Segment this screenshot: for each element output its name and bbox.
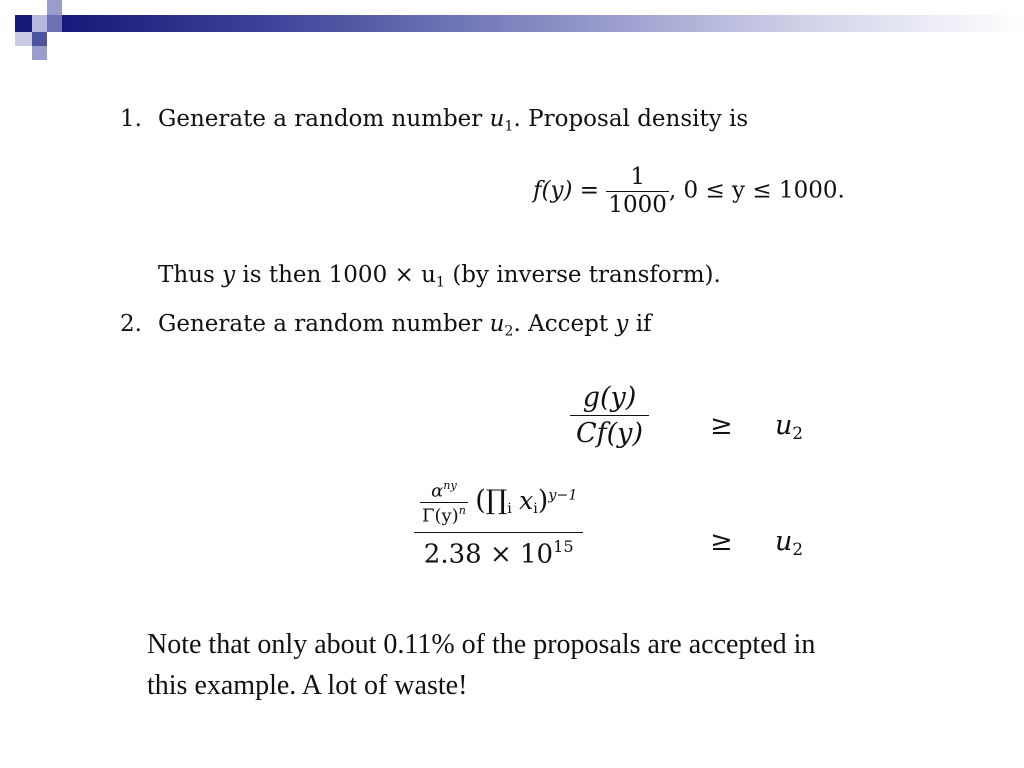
fraction-expanded: $\frac{\alpha^{ny}}{\Gamma(y)^n}$ ($\prod_i$ $x_i)^{y-1}$ $2.38 \times 10^{15}$ xyxy=(414,480,583,567)
header-square-light-2 xyxy=(15,32,32,46)
equation-proposal-density: f(y) = $\frac{1}{1000}$ , 0 ≤ y ≤ 1000. xyxy=(533,164,845,218)
header-square-mid-2 xyxy=(47,15,62,32)
step-1-number: 1. xyxy=(120,106,142,132)
inequality-1-rhs: $u_2$ xyxy=(775,410,804,444)
header-square-mid-3 xyxy=(32,32,47,46)
header-square-light-3 xyxy=(32,46,47,60)
step-2-number: 2. xyxy=(120,311,142,337)
note-text: Note that only about 0.11% of the proposals are accepted in this example. A lot of waste! xyxy=(147,629,816,701)
inequality-1-operator: ≥ xyxy=(710,410,733,441)
header-square-mid xyxy=(47,0,62,15)
inequality-2-operator: ≥ xyxy=(710,526,733,557)
fraction-alpha-over-gamma: $\frac{\alpha^{ny}}{\Gamma(y)^n}$ xyxy=(422,479,466,527)
inequality-acceptance xyxy=(570,384,649,447)
inequality-2-rhs: $u_2$ xyxy=(775,526,804,560)
inequality-expanded xyxy=(414,480,583,567)
fraction-1-over-1000: $\frac{1}{1000}$ xyxy=(608,164,667,218)
fraction-g-over-cf: $\frac{g(y)}{Cf(y)}$ xyxy=(570,384,649,447)
header-square-light xyxy=(32,15,47,32)
thus-line: Thus y is then $1000 \times u_1$ (by inverse transform). xyxy=(158,262,721,291)
header-square-dark xyxy=(15,15,32,32)
step-2-text: Generate a random number $u_2$. Accept y if xyxy=(158,311,652,340)
header-gradient-bar xyxy=(62,15,1024,32)
step-1-text: Generate a random number $u_1$. Proposal density is xyxy=(158,106,749,135)
